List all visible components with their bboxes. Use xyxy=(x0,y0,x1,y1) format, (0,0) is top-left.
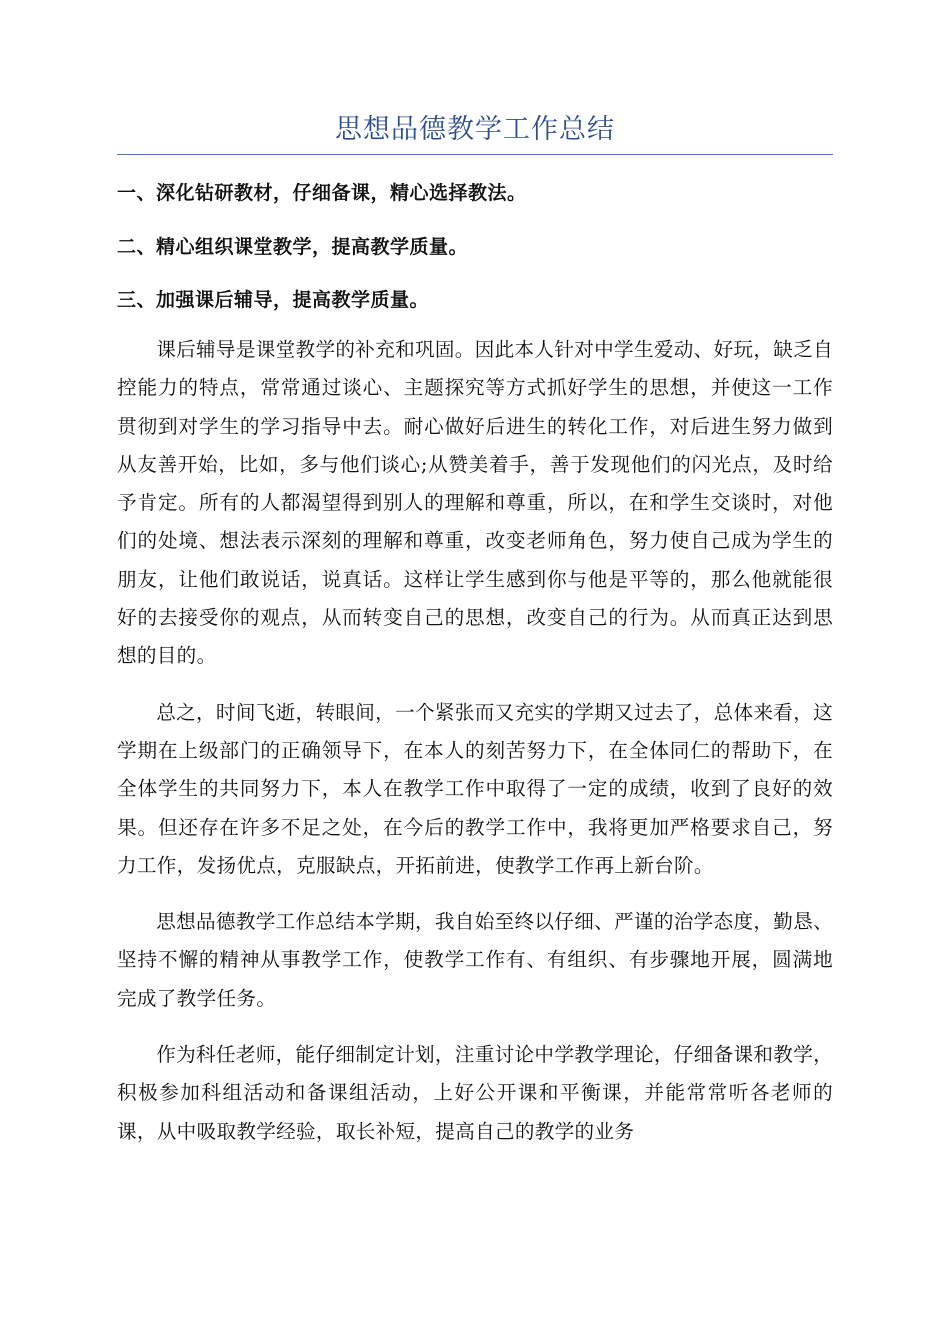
body-paragraph-4: 作为科任老师，能仔细制定计划，注重讨论中学教学理论，仔细备课和教学，积极参加科组活动和备课组活动，上好公开课和平衡课，并能常常听各老师的课，从中吸取教学经验，取长补短，提高自己的教学的业务 xyxy=(117,1043,833,1143)
body-paragraph-2: 总之，时间飞逝，转眼间，一个紧张而又充实的学期又过去了，总体来看，这学期在上级部门的正确领导下，在本人的刻苦努力下，在全体同仁的帮助下，在全体学生的共同努力下，本人在教学工作中取得了一定的成绩，收到了良好的效果。但还存在许多不足之处，在今后的教学工作中，我将更加严格要求自己，努力工作，发扬优点，克服缺点，开拓前进，使教学工作再上新台阶。 xyxy=(117,700,833,877)
section-heading-2: 二、精心组织课堂教学，提高教学质量。 xyxy=(117,236,469,258)
document-page xyxy=(117,108,833,1151)
section-heading-3: 三、加强课后辅导，提高教学质量。 xyxy=(117,289,430,311)
title-underline xyxy=(117,154,833,155)
body-paragraph-1: 课后辅导是课堂教学的补充和巩固。因此本人针对中学生爱动、好玩，缺乏自控能力的特点，常常通过谈心、主题探究等方式抓好学生的思想，并使这一工作贯彻到对学生的学习指导中去。耐心做好后进生的转化工作，对后进生努力做到从友善开始，比如，多与他们谈心;从赞美着手，善于发现他们的闪光点，及时给予肯定。所有的人都渴望得到别人的理解和尊重，所以，在和学生交谈时，对他们的处境、想法表示深刻的理解和尊重，改变老师角色，努力使自己成为学生的朋友，让他们敢说话，说真话。这样让学生感到你与他是平等的，那么他就能很好的去接受你的观点，从而转变自己的思想，改变自己的行为。从而真正达到思想的目的。 xyxy=(117,338,833,668)
body-paragraph-3: 思想品德教学工作总结本学期，我自始至终以仔细、严谨的治学态度，勤恳、坚持不懈的精神从事教学工作，使教学工作有、有组织、有步骤地开展，圆满地完成了教学任务。 xyxy=(117,910,833,1010)
section-heading-1: 一、深化钻研教材，仔细备课，精心选择教法。 xyxy=(117,182,527,204)
document-title: 思想品德教学工作总结 xyxy=(335,114,615,145)
